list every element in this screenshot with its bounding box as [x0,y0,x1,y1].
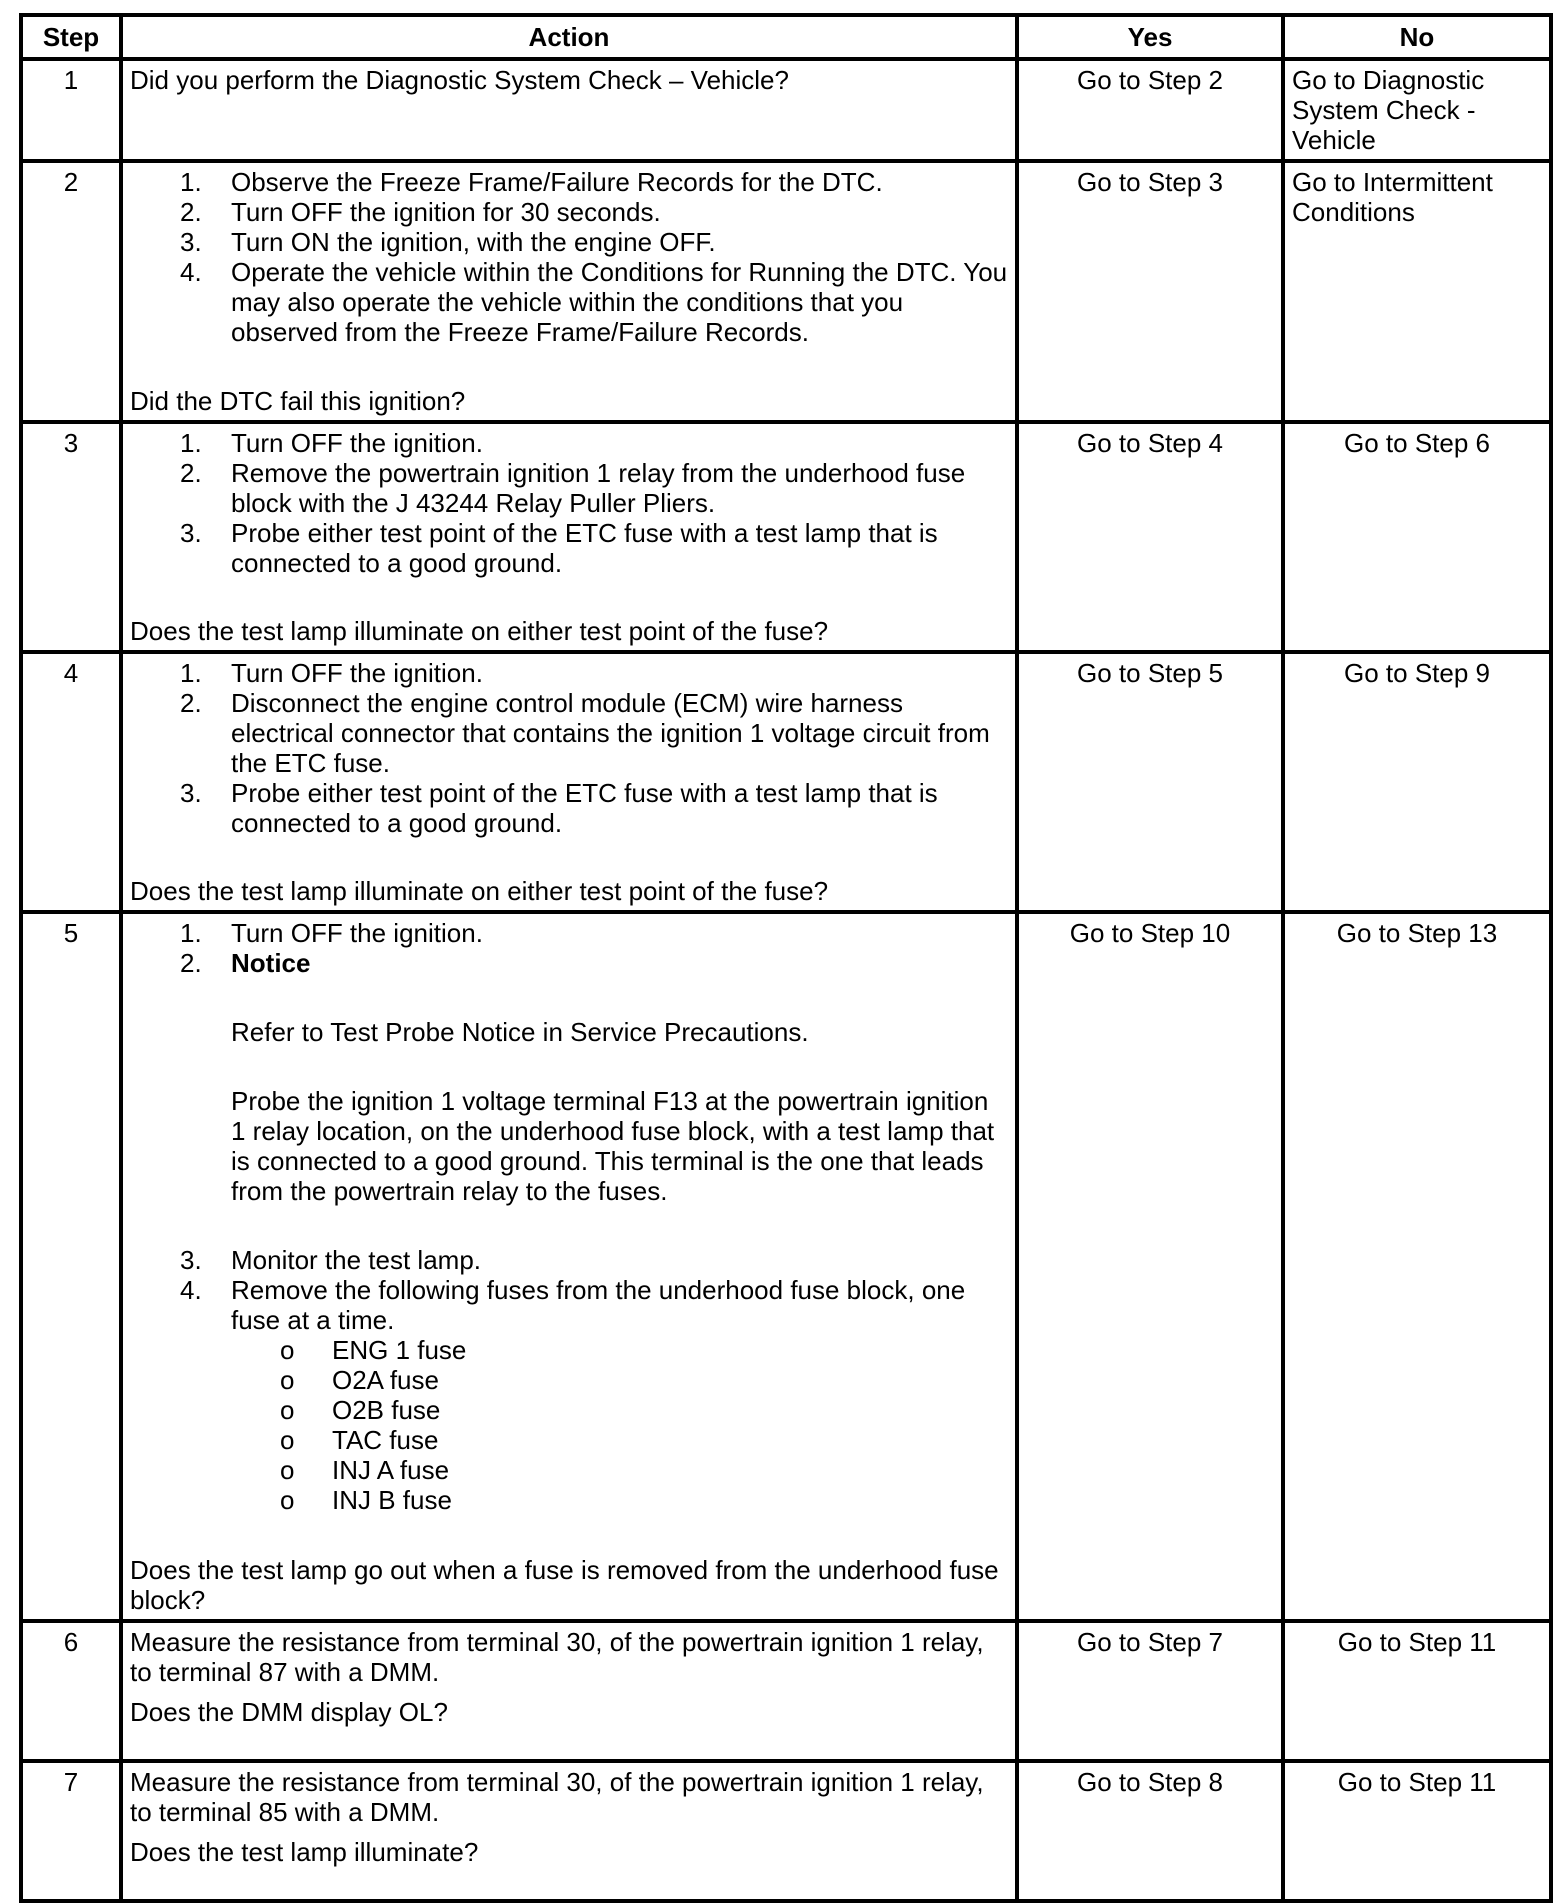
item-text: Monitor the test lamp. [231,1245,481,1275]
fuse-name: O2A fuse [332,1365,439,1395]
item-number: 2. [180,688,202,718]
yes-cell: Go to Step 7 [1017,1621,1283,1761]
yes-cell: Go to Step 4 [1017,422,1283,652]
list-item [130,518,1008,578]
header-no: No [1283,15,1551,59]
item-number: 1. [180,428,202,458]
list-item [130,167,1008,197]
action-cell [121,1621,1017,1761]
action-cell [121,912,1017,1621]
action-list-continued [130,1245,1008,1335]
no-cell: Go to Step 6 [1283,422,1551,652]
step-number: 4 [21,652,121,912]
item-text: Turn OFF the ignition. [231,428,483,458]
action-cell [121,652,1017,912]
item-number: 3. [180,778,202,808]
no-cell: Go to Intermittent Conditions [1283,161,1551,422]
fuse-item [130,1395,1008,1425]
item-number: 1. [180,918,202,948]
yes-cell: Go to Step 5 [1017,652,1283,912]
action-cell [121,1761,1017,1901]
header-step: Step [21,15,121,59]
fuse-name: INJ A fuse [332,1455,450,1485]
item-text: Turn OFF the ignition for 30 seconds. [231,197,661,227]
no-cell: Go to Step 9 [1283,652,1551,912]
item-number: 4. [180,257,202,287]
step-number: 1 [21,59,121,161]
measure-text: Measure the resistance from terminal 30, of the powertrain ignition 1 relay, to terminal 87 with a DMM. [130,1627,984,1687]
bullet-icon: o [280,1425,295,1455]
step-number: 6 [21,1621,121,1761]
list-item [130,428,1008,458]
list-item [130,1275,1008,1335]
list-item [130,658,1008,688]
item-number: 3. [180,1245,202,1275]
list-item [130,257,1008,347]
list-item [130,458,1008,518]
list-item [130,197,1008,227]
bullet-icon: o [280,1335,295,1365]
table-row [21,59,1551,161]
item-text: Observe the Freeze Frame/Failure Records for the DTC. [231,167,883,197]
question-text: Did you perform the Diagnostic System Check – Vehicle? [130,65,789,95]
header-row [21,15,1551,59]
item-number: 2. [180,458,202,488]
list-item [130,227,1008,257]
header-yes: Yes [1017,15,1283,59]
item-text: Remove the powertrain ignition 1 relay from the underhood fuse block with the J 43244 Relay Puller Pliers. [231,458,966,518]
item-text: Disconnect the engine control module (ECM) wire harness electrical connector that contains the ignition 1 voltage circuit from the ETC fuse. [231,688,990,778]
fuse-name: TAC fuse [332,1425,439,1455]
bullet-icon: o [280,1455,295,1485]
notice-label: Notice [231,948,311,978]
yes-cell: Go to Step 10 [1017,912,1283,1621]
action-cell [121,59,1017,161]
item-number: 4. [180,1275,202,1305]
question-text: Does the DMM display OL? [130,1697,448,1727]
no-cell: Go to Step 11 [1283,1761,1551,1901]
list-item [130,688,1008,778]
bullet-icon: o [280,1395,295,1425]
action-list [130,658,1008,838]
step-number: 3 [21,422,121,652]
fuse-item [130,1425,1008,1455]
table-row [21,912,1551,1621]
question-text: Does the test lamp illuminate? [130,1837,479,1867]
fuse-name: INJ B fuse [332,1485,452,1515]
question-text: Does the test lamp go out when a fuse is removed from the underhood fuse block? [130,1555,999,1615]
no-cell: Go to Step 11 [1283,1621,1551,1761]
item-number: 3. [180,518,202,548]
table-row [21,422,1551,652]
action-cell [121,161,1017,422]
table-row [21,161,1551,422]
step-number: 5 [21,912,121,1621]
diagnostic-table [19,13,1553,1903]
bullet-icon: o [280,1485,295,1515]
yes-cell: Go to Step 3 [1017,161,1283,422]
table-row [21,1761,1551,1901]
item-text: Turn ON the ignition, with the engine OFF. [231,227,716,257]
step-number: 7 [21,1761,121,1901]
action-list [130,428,1008,578]
question-text: Does the test lamp illuminate on either test point of the fuse? [130,876,829,906]
item-number: 2. [180,948,202,978]
list-item [130,1245,1008,1275]
action-cell [121,422,1017,652]
item-text: Operate the vehicle within the Conditions for Running the DTC. You may also operate the vehicle within the conditions that you observed from the Freeze Frame/Failure Records. [231,257,1008,347]
no-cell: Go to Diagnostic System Check - Vehicle [1283,59,1551,161]
item-text: Turn OFF the ignition. [231,658,483,688]
question-text: Did the DTC fail this ignition? [130,386,466,416]
item-number: 1. [180,167,202,197]
no-cell: Go to Step 13 [1283,912,1551,1621]
list-item [130,778,1008,838]
action-list [130,167,1008,347]
question-text: Does the test lamp illuminate on either test point of the fuse? [130,616,829,646]
fuse-item [130,1485,1008,1515]
fuse-item [130,1335,1008,1365]
list-item [130,918,1008,948]
fuse-name: ENG 1 fuse [332,1335,467,1365]
step-number: 2 [21,161,121,422]
table-row [21,1621,1551,1761]
item-text: Remove the following fuses from the underhood fuse block, one fuse at a time. [231,1275,966,1335]
yes-cell: Go to Step 2 [1017,59,1283,161]
item-text: Turn OFF the ignition. [231,918,483,948]
item-text: Probe either test point of the ETC fuse with a test lamp that is connected to a good ground. [231,778,938,838]
fuse-name: O2B fuse [332,1395,441,1425]
fuse-list [130,1335,1008,1515]
fuse-item [130,1455,1008,1485]
item-text: Probe either test point of the ETC fuse with a test lamp that is connected to a good ground. [231,518,938,578]
item-number: 2. [180,197,202,227]
notice-reference: Refer to Test Probe Notice in Service Precautions. [231,1017,809,1047]
probe-instructions: Probe the ignition 1 voltage terminal F13 at the powertrain ignition 1 relay location, on the underhood fuse block, with a test lamp that is connected to a good ground. This terminal is the one that leads from the powertrain relay to the fuses. [231,1086,995,1206]
list-item [130,948,1008,978]
header-action: Action [121,15,1017,59]
table-row [21,652,1551,912]
fuse-item [130,1365,1008,1395]
item-number: 3. [180,227,202,257]
yes-cell: Go to Step 8 [1017,1761,1283,1901]
measure-text: Measure the resistance from terminal 30, of the powertrain ignition 1 relay, to terminal 85 with a DMM. [130,1767,984,1827]
bullet-icon: o [280,1365,295,1395]
item-number: 1. [180,658,202,688]
action-list [130,918,1008,978]
